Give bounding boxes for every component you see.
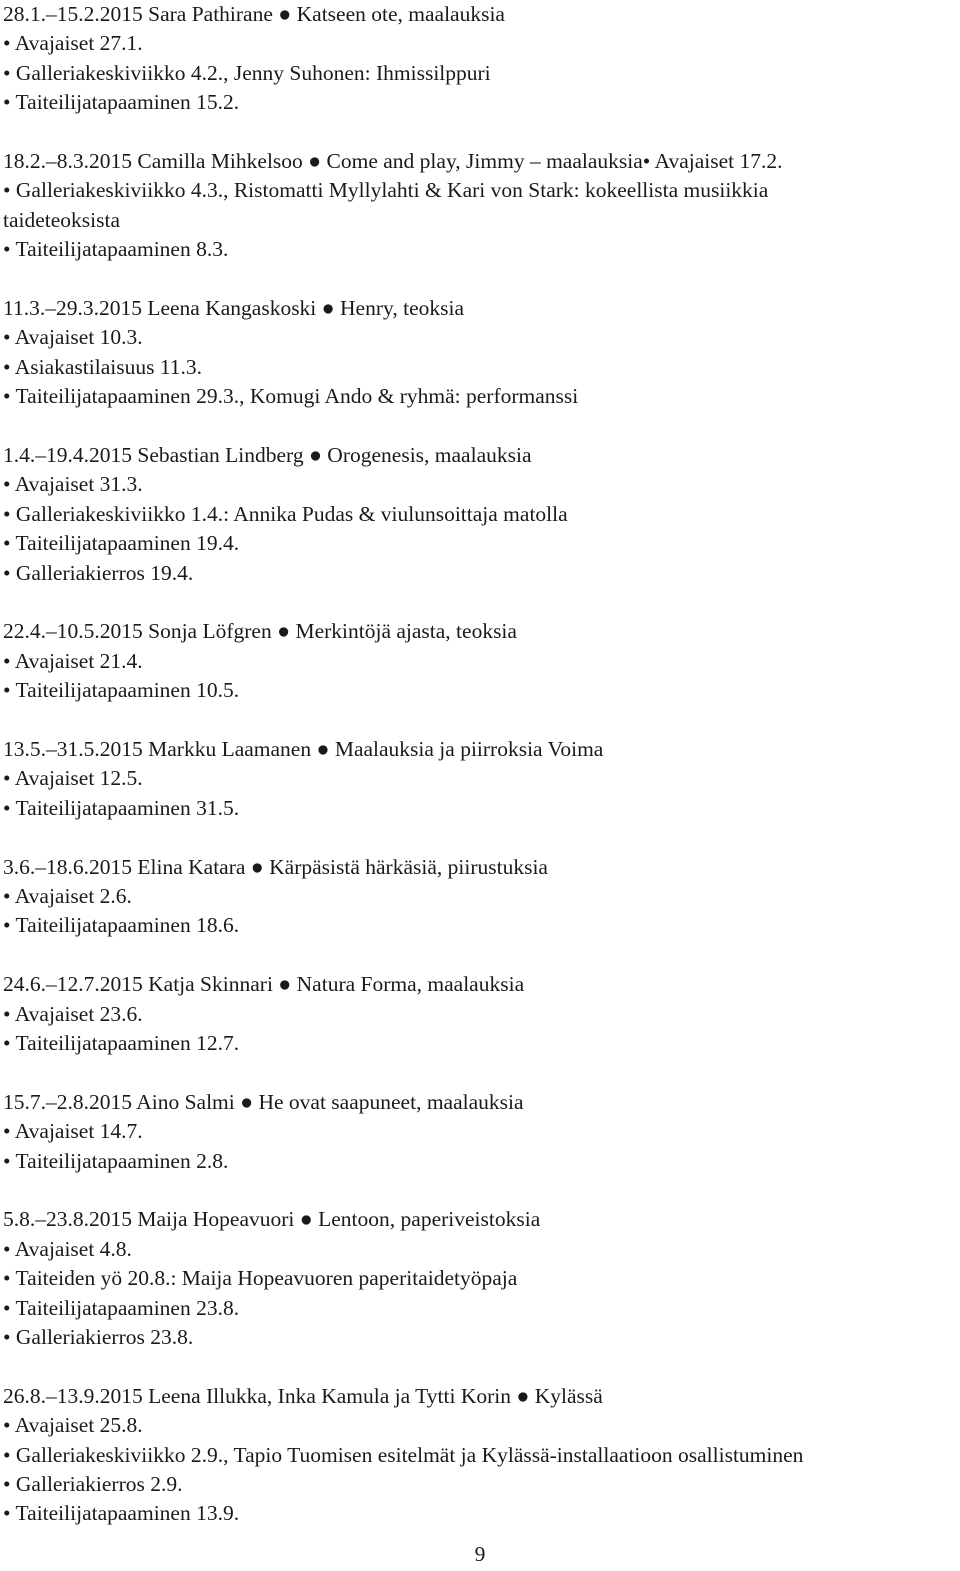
event-item: • Galleriakierros 19.4. [3,560,194,585]
event-item: • Galleriakierros 23.8. [3,1325,194,1349]
event-item: • Taiteilijatapaaminen 13.9. [3,1501,240,1526]
event-item: • Taiteilijatapaaminen 29.3., Komugi Ando & ryhmä: performanssi [3,384,579,409]
page-number: 9 [474,1542,486,1566]
event-item: • Galleriakeskiviikko 4.2., Jenny Suhonen: Ihmissilppuri [3,60,491,85]
event-item: taideteoksista [3,207,121,232]
event-item: • Avajaiset 25.8. [3,1413,143,1438]
event-item: • Taiteiden yö 20.8.: Maija Hopeavuoren paperitaidetyöpaja [3,1266,518,1291]
event-item: • Avajaiset 21.4. [3,648,143,673]
event-item: • Taiteilijatapaaminen 2.8. [3,1148,229,1173]
event-item: • Taiteilijatapaaminen 19.4. [3,531,240,556]
event-header: 22.4.–10.5.2015 Sonja Löfgren ● Merkintöjä ajasta, teoksia [3,619,517,644]
event-item: • Avajaiset 14.7. [3,1119,143,1144]
event-item: • Taiteilijatapaaminen 12.7. [3,1031,240,1055]
event-item: • Taiteilijatapaaminen 8.3. [3,237,229,262]
event-item: • Galleriakeskiviikko 2.9., Tapio Tuomisen esitelmät ja Kylässä-installaatioon osallistuminen [3,1442,804,1467]
event-header: 26.8.–13.9.2015 Leena Illukka, Inka Kamula ja Tytti Korin ● Kylässä [3,1383,603,1408]
event-item: • Avajaiset 31.3. [3,472,143,497]
event-item: • Taiteilijatapaaminen 23.8. [3,1295,240,1320]
event-header: 1.4.–19.4.2015 Sebastian Lindberg ● Orogenesis, maalauksia [3,443,532,467]
event-item: • Galleriakeskiviikko 1.4.: Annika Pudas & viulunsoittaja matolla [3,501,568,526]
event-item: • Avajaiset 10.3. [3,325,143,350]
event-header: 11.3.–29.3.2015 Leena Kangaskoski ● Henry, teoksia [3,296,465,320]
event-item: • Avajaiset 2.6. [3,884,132,908]
event-item: • Taiteilijatapaaminen 31.5. [3,795,240,820]
event-item: • Galleriakierros 2.9. [3,1472,183,1496]
event-header: 5.8.–23.8.2015 Maija Hopeavuori ● Lentoon, paperiveistoksia [3,1207,541,1232]
event-header: 3.6.–18.6.2015 Elina Katara ● Kärpäsistä härkäsiä, piirustuksia [3,854,548,879]
event-item: • Avajaiset 27.1. [3,31,143,56]
event-header: 24.6.–12.7.2015 Katja Skinnari ● Natura Forma, maalauksia [3,972,525,997]
event-header: 13.5.–31.5.2015 Markku Laamanen ● Maalauksia ja piirroksia Voima [3,737,604,761]
event-item: • Taiteilijatapaaminen 18.6. [3,913,240,938]
event-item: • Taiteilijatapaaminen 15.2. [3,90,240,115]
event-item: • Asiakastilaisuus 11.3. [3,354,203,379]
event-item: • Galleriakeskiviikko 4.3., Ristomatti Myllylahti & Kari von Stark: kokeellista musiikkia [3,178,769,203]
event-header: 18.2.–8.3.2015 Camilla Mihkelsoo ● Come and play, Jimmy – maalauksia• Avajaiset 17.2. [3,149,783,173]
event-item: • Avajaiset 23.6. [3,1001,143,1026]
event-item: • Taiteilijatapaaminen 10.5. [3,678,240,703]
event-item: • Avajaiset 12.5. [3,766,143,791]
event-header: 28.1.–15.2.2015 Sara Pathirane ● Katseen ote, maalauksia [3,2,505,26]
event-item: • Avajaiset 4.8. [3,1236,132,1261]
event-header: 15.7.–2.8.2015 Aino Salmi ● He ovat saapuneet, maalauksia [3,1089,524,1114]
